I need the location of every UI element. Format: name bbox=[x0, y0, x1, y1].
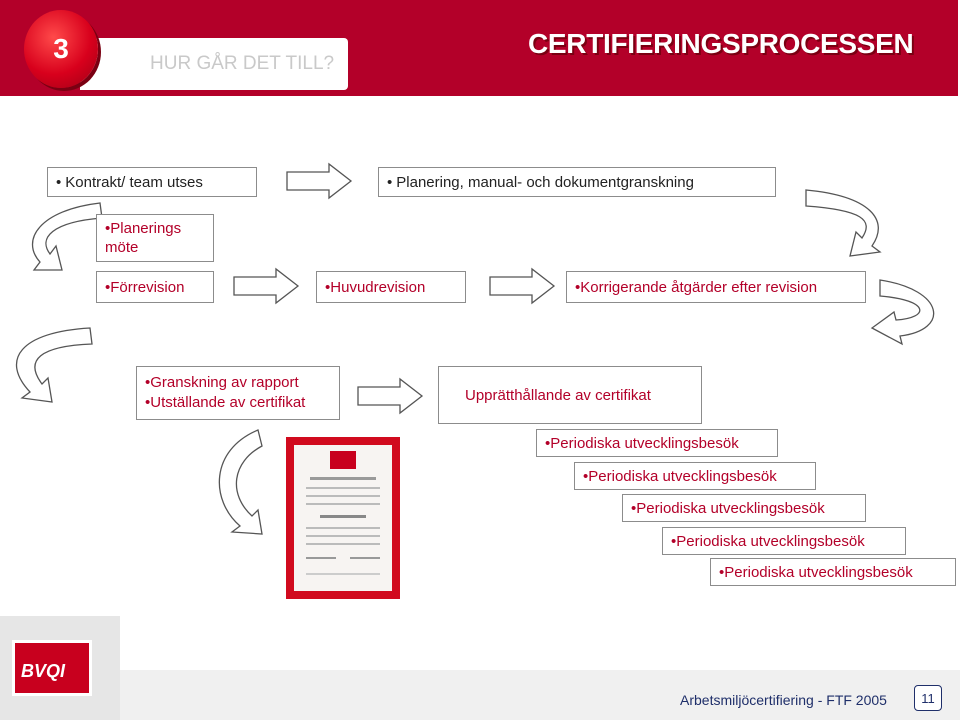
step-granskning-utstallande: •Granskning av rapport •Utställande av certifikat bbox=[136, 366, 340, 420]
periodic-visit-3: • Periodiska utvecklingsbesök bbox=[622, 494, 866, 522]
section-subtitle: HUR GÅR DET TILL? bbox=[80, 38, 348, 90]
periodic-visit-4: • Periodiska utvecklingsbesök bbox=[662, 527, 906, 555]
step-forrevision: • Förrevision bbox=[96, 271, 214, 303]
curve-arrow-right-2 bbox=[872, 280, 934, 344]
step-planeringsmote: •Planerings möte bbox=[96, 214, 214, 262]
step-planering: • Planering, manual- och dokumentgranskning bbox=[378, 167, 776, 197]
arrow-right-3 bbox=[490, 269, 554, 303]
periodic-visit-1: • Periodiska utvecklingsbesök bbox=[536, 429, 778, 457]
curve-arrow-left-1 bbox=[33, 203, 103, 270]
page-number: 11 bbox=[914, 685, 942, 711]
bvqi-logo: BVQI bbox=[12, 640, 92, 696]
arrow-right-1 bbox=[287, 164, 351, 198]
step-korrigerande: • Korrigerande åtgärder efter revision bbox=[566, 271, 866, 303]
page-title: CERTIFIERINGSPROCESSEN bbox=[528, 28, 914, 59]
certificate-image bbox=[286, 437, 400, 599]
periodic-visit-5: • Periodiska utvecklingsbesök bbox=[710, 558, 956, 586]
step-upprathallande: Upprätthållande av certifikat bbox=[438, 366, 702, 424]
arrow-right-2 bbox=[234, 269, 298, 303]
curve-arrow-left-3 bbox=[219, 430, 262, 534]
step-huvudrevision: • Huvudrevision bbox=[316, 271, 466, 303]
footer-text: Arbetsmiljöcertifiering - FTF 2005 bbox=[680, 692, 887, 708]
periodic-visit-2: • Periodiska utvecklingsbesök bbox=[574, 462, 816, 490]
curve-arrow-right-1 bbox=[806, 190, 880, 256]
certificate-logo bbox=[330, 451, 356, 469]
curve-arrow-left-2 bbox=[17, 328, 93, 402]
arrow-right-4 bbox=[358, 379, 422, 413]
step-kontrakt: • Kontrakt/ team utses bbox=[47, 167, 257, 197]
section-number: 3 bbox=[24, 10, 98, 88]
